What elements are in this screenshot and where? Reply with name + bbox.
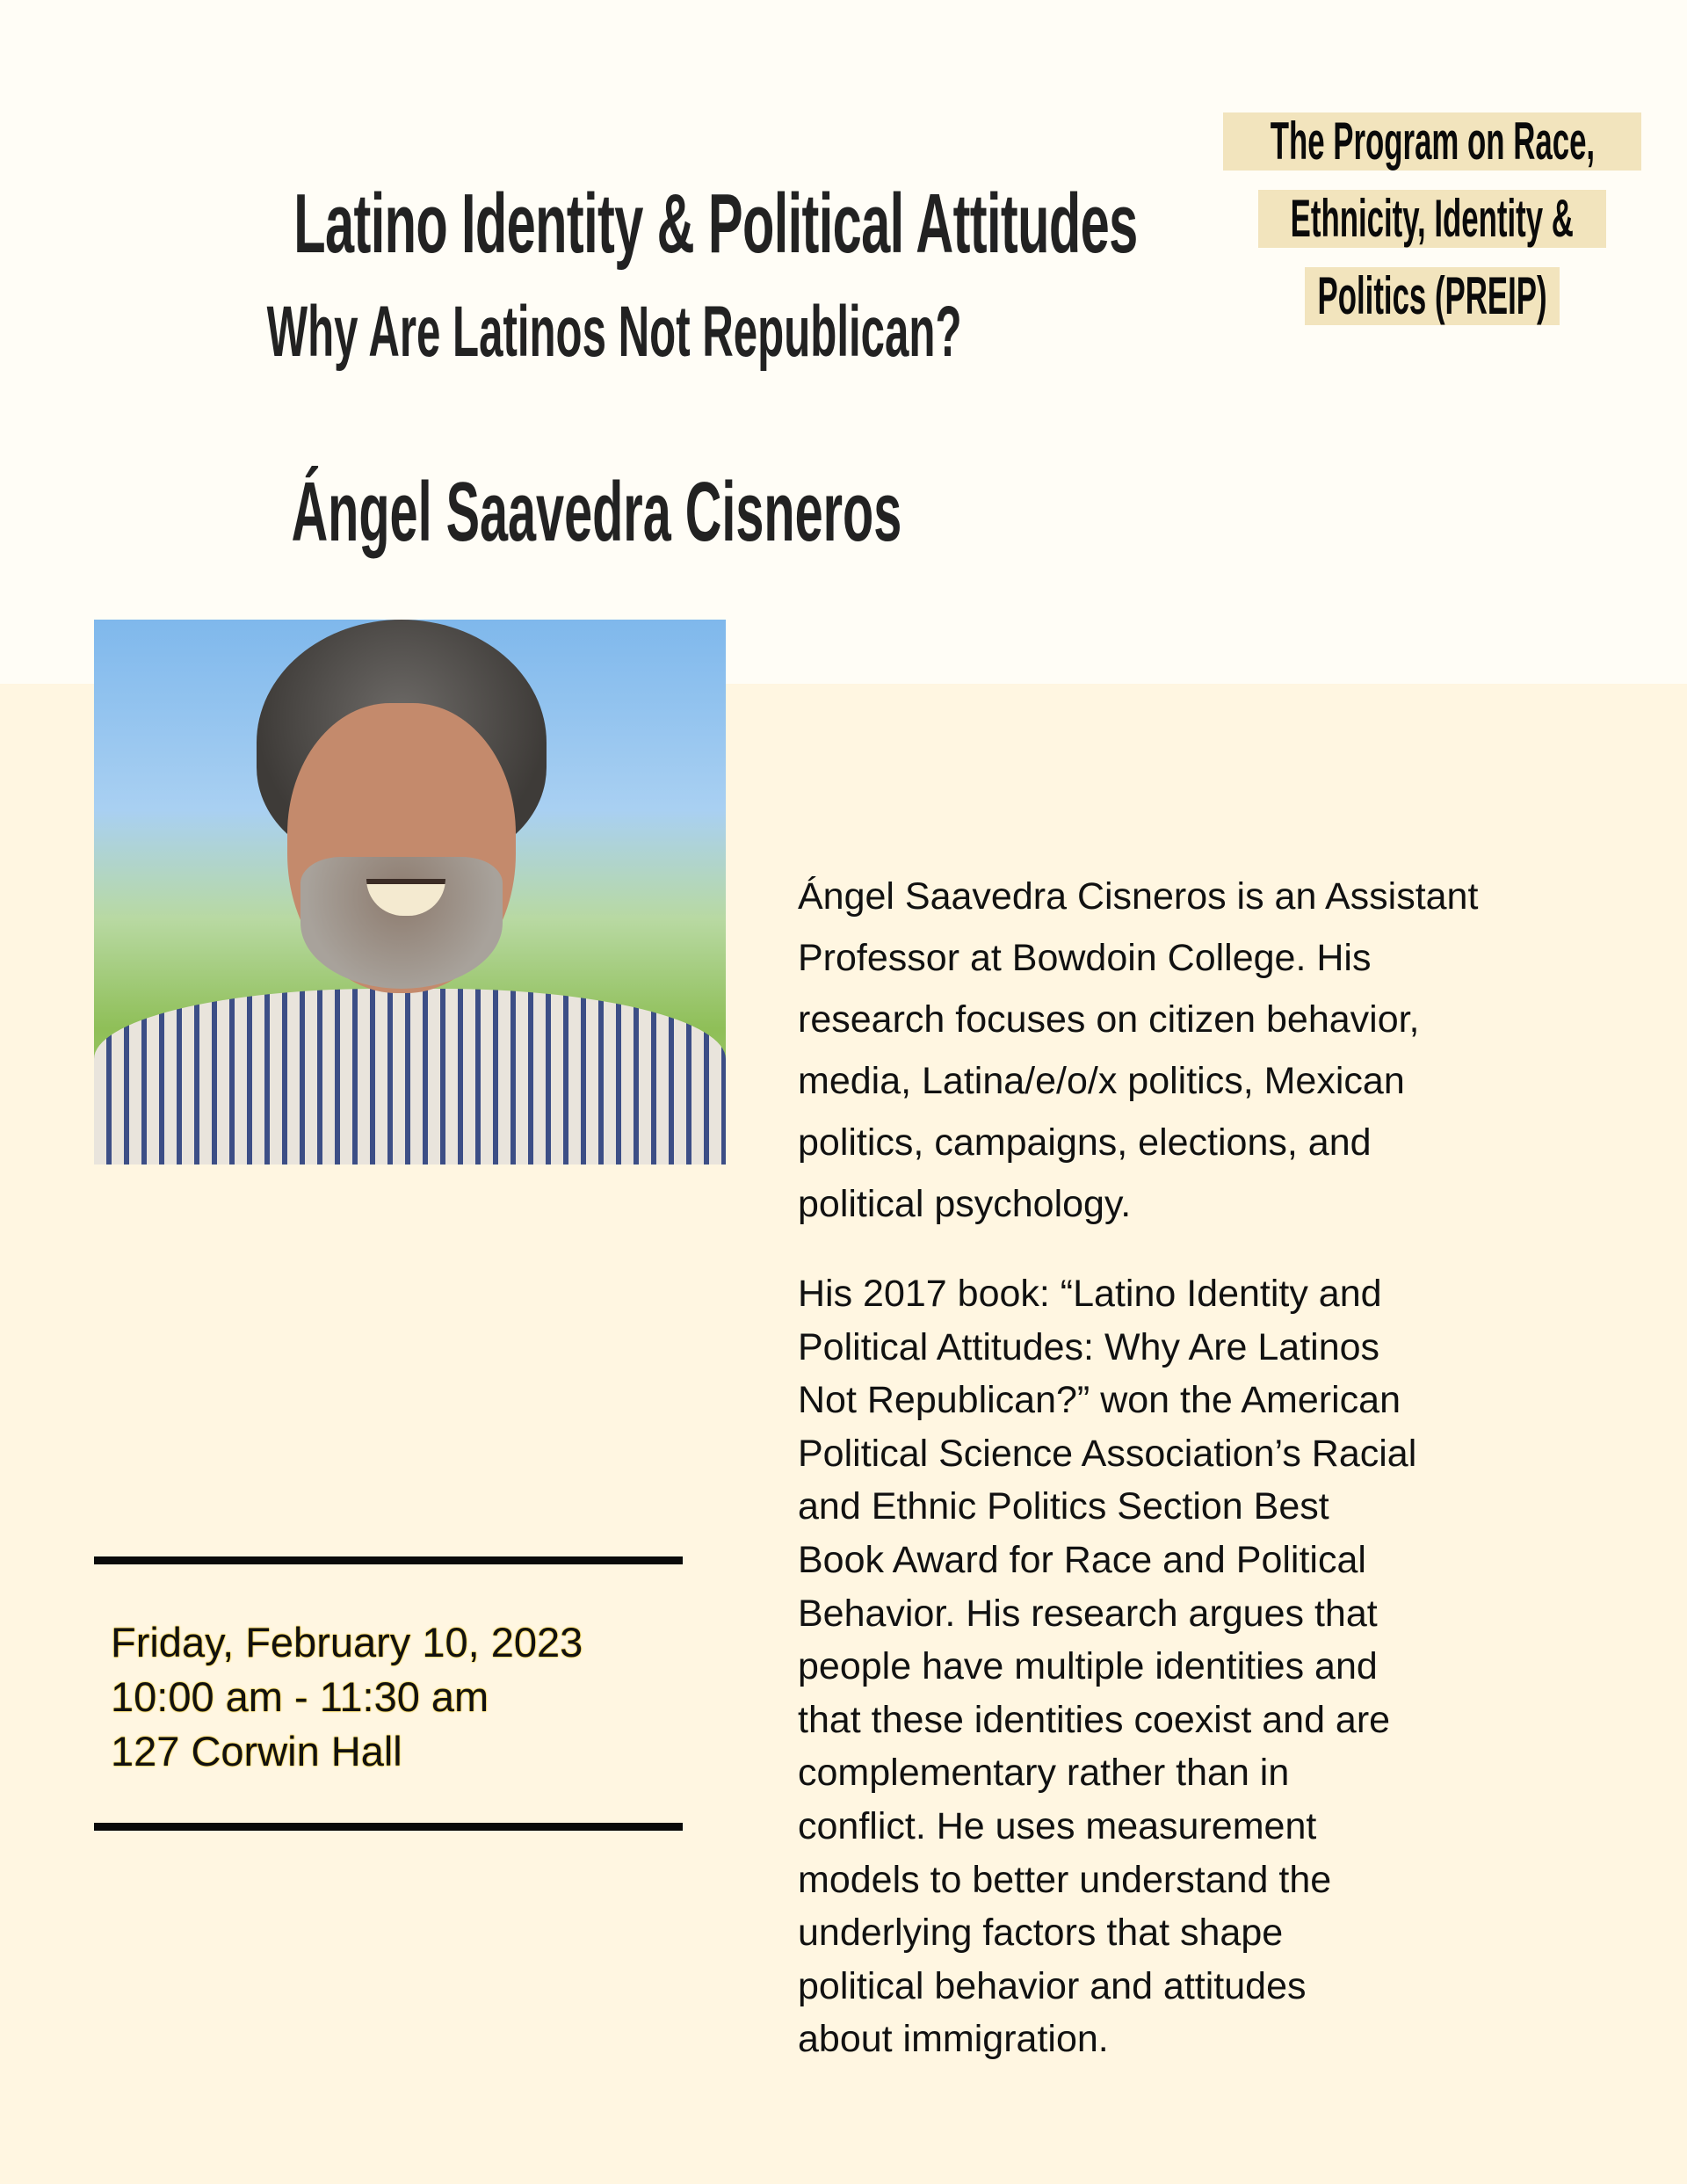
bio-line: research focuses on citizen behavior,: [798, 998, 1420, 1041]
bio-line: Book Award for Race and Political: [798, 1538, 1366, 1581]
bio-line: models to better understand the: [798, 1858, 1332, 1901]
bio-line: His 2017 book: “Latino Identity and: [798, 1273, 1382, 1315]
program-label: [1177, 112, 1687, 345]
event-location: 127 Corwin Hall: [111, 1728, 402, 1774]
program-label-line: The Program on Race,: [1223, 112, 1642, 171]
bio-line: Ángel Saavedra Cisneros is an Assistant: [798, 875, 1479, 918]
program-label-line: Politics (PREIP): [1305, 267, 1560, 325]
event-title: Latino Identity & Political Attitudes: [293, 177, 1138, 271]
bio-line: Professor at Bowdoin College. His: [798, 937, 1372, 979]
bio-line: underlying factors that shape: [798, 1912, 1284, 1955]
event-time: 10:00 am - 11:30 am: [111, 1673, 489, 1720]
bio-line: people have multiple identities and: [798, 1645, 1378, 1688]
photo-shirt: [94, 989, 726, 1165]
bio-line: Not Republican?” won the American: [798, 1379, 1401, 1422]
bio-line: complementary rather than in: [798, 1752, 1290, 1795]
bio-line: Political Science Association’s Racial: [798, 1432, 1417, 1475]
bio-line: Political Attitudes: Why Are Latinos: [798, 1325, 1380, 1368]
event-details: [111, 1615, 682, 1779]
bio-line: political psychology.: [798, 1183, 1132, 1225]
bio-line: and Ethnic Politics Section Best: [798, 1485, 1329, 1528]
bio-line: politics, campaigns, elections, and: [798, 1121, 1372, 1164]
event-date: Friday, February 10, 2023: [111, 1619, 583, 1665]
photo-beard: [300, 857, 503, 989]
speaker-photo: [94, 620, 726, 1165]
bio-line: Behavior. His research argues that: [798, 1592, 1378, 1635]
divider-top: [94, 1556, 683, 1564]
bio-line: that these identities coexist and are: [798, 1698, 1391, 1741]
divider-bottom: [94, 1823, 683, 1831]
program-label-line: Ethnicity, Identity &: [1258, 190, 1606, 248]
bio-line: media, Latina/e/o/x politics, Mexican: [798, 1060, 1405, 1102]
event-subtitle: Why Are Latinos Not Republican?: [266, 292, 962, 372]
bio-paragraph-2: [798, 1267, 1589, 2066]
bio-line: conflict. He uses measurement: [798, 1804, 1317, 1847]
bio-line: about immigration.: [798, 2018, 1109, 2061]
speaker-name: Ángel Saavedra Cisneros: [291, 465, 902, 559]
bio-paragraph-1: [798, 866, 1589, 1235]
bio-line: political behavior and attitudes: [798, 1964, 1307, 2007]
